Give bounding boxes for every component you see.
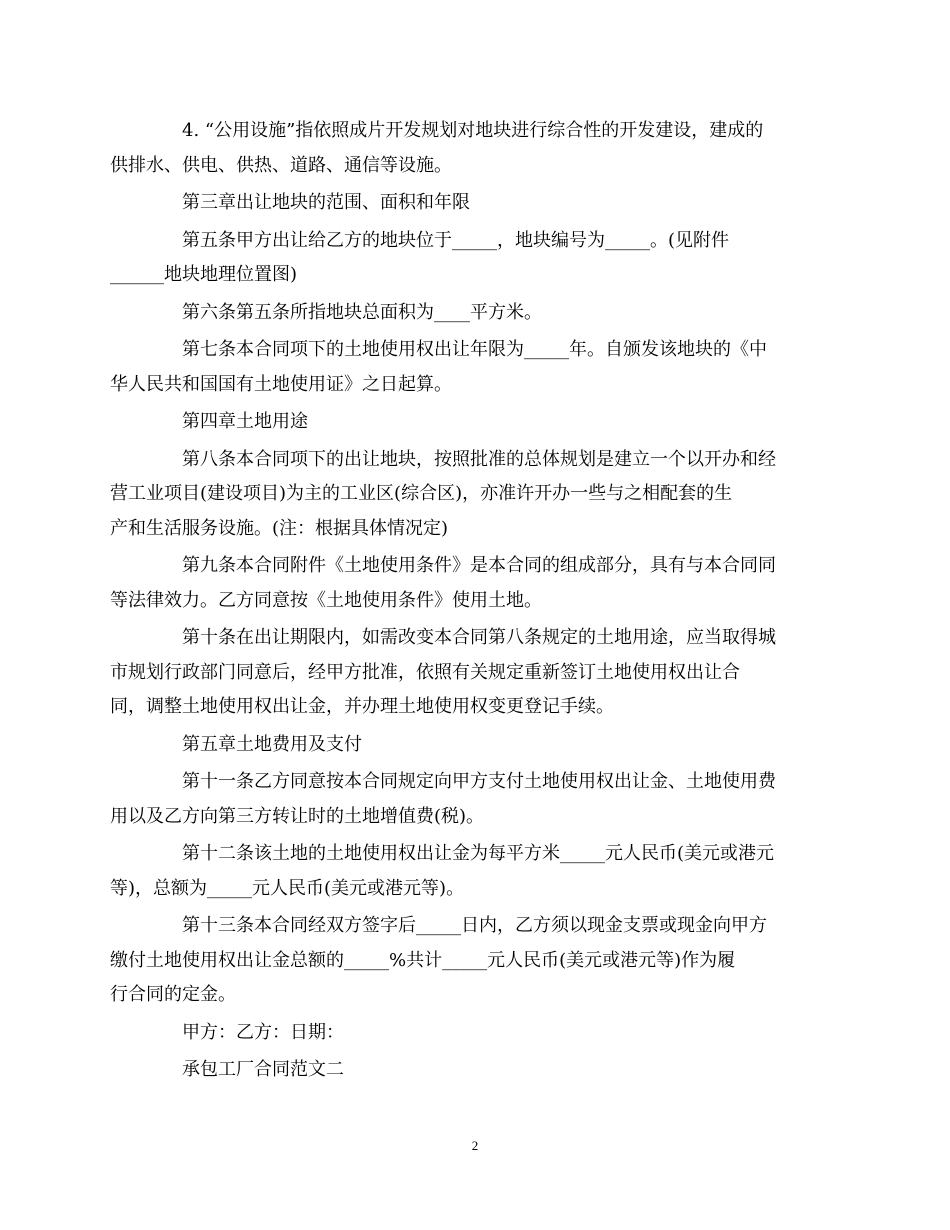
article-12 [110, 837, 806, 906]
text-line: 行合同的定金。 [110, 984, 236, 1005]
article-5 [110, 224, 806, 293]
article-6 [146, 296, 806, 331]
chapter-heading-5 [146, 728, 806, 763]
text-line: 甲方：乙方：日期： [182, 1021, 344, 1043]
article-10 [110, 621, 806, 725]
text-line: 承包工厂合同范文二 [182, 1059, 344, 1080]
paragraph-public-facilities [110, 114, 806, 183]
text-line: 第五章土地费用及支付 [182, 733, 362, 755]
text-line: 华人民共和国国有土地使用证》之日起算。 [110, 373, 452, 395]
text-line: 等)，总额为_____元人民币(美元或港元等)。 [110, 877, 465, 899]
text-line: 第三章出让地块的范围、面积和年限 [182, 192, 470, 213]
page-number: 2 [471, 1138, 479, 1153]
text-line: 用以及乙方向第三方转让时的土地增值费(税)。 [110, 805, 485, 827]
text-line: 第四章土地用途 [182, 411, 308, 432]
article-8 [110, 443, 806, 547]
article-13 [110, 909, 806, 1013]
text-line: 等法律效力。乙方同意按《土地使用条件》使用土地。 [110, 589, 542, 611]
text-line: 市规划行政部门同意后，经甲方批准，依照有关规定重新签订土地使用权出让合 [110, 661, 740, 683]
chapter-heading-3 [146, 186, 806, 221]
text-line: 第五条甲方出让给乙方的地块位于_____，地块编号为_____。(见附件 [182, 229, 730, 251]
article-9 [110, 549, 806, 618]
document-body [110, 114, 806, 1091]
next-section-title [146, 1053, 806, 1088]
text-line: 第八条本合同项下的出让地块，按照批准的总体规划是建立一个以开办和经 [182, 448, 776, 470]
text-line: 第十三条本合同经双方签字后_____日内，乙方须以现金支票或现金向甲方 [182, 915, 767, 936]
text-line: 供排水、供电、供热、道路、通信等设施。 [110, 154, 452, 176]
chapter-heading-4 [146, 405, 806, 440]
text-line: 第九条本合同附件《土地使用条件》是本合同的组成部分，具有与本合同同 [182, 555, 776, 576]
article-11 [110, 765, 806, 834]
text-line: 第六条第五条所指地块总面积为____平方米。 [182, 301, 542, 323]
article-7 [110, 333, 806, 402]
text-line: 第十二条该土地的土地使用权出让金为每平方米_____元人民币(美元或港元 [182, 843, 775, 864]
text-line: 4. “公用设施”指依照成片开发规划对地块进行综合性的开发建设，建成的 [182, 120, 764, 141]
text-line: 同，调整土地使用权出让金，并办理土地使用权变更登记手续。 [110, 696, 614, 717]
text-line: 营工业项目(建设项目)为主的工业区(综合区)，亦准许开办一些与之相配套的生 [110, 483, 733, 504]
signature-line [146, 1016, 806, 1051]
text-line: 产和生活服务设施。(注：根据具体情况定) [110, 517, 449, 539]
text-line: 缴付土地使用权出让金总额的_____%共计_____元人民币(美元或港元等)作为履 [110, 949, 736, 971]
text-line: 第十一条乙方同意按本合同规定向甲方支付土地使用权出让金、土地使用费 [182, 771, 776, 792]
text-line: 第七条本合同项下的土地使用权出让年限为_____年。自颁发该地块的《中 [182, 339, 767, 360]
text-line: 第十条在出让期限内，如需改变本合同第八条规定的土地用途，应当取得城 [182, 627, 776, 648]
text-line: ______地块地理位置图) [110, 264, 298, 285]
